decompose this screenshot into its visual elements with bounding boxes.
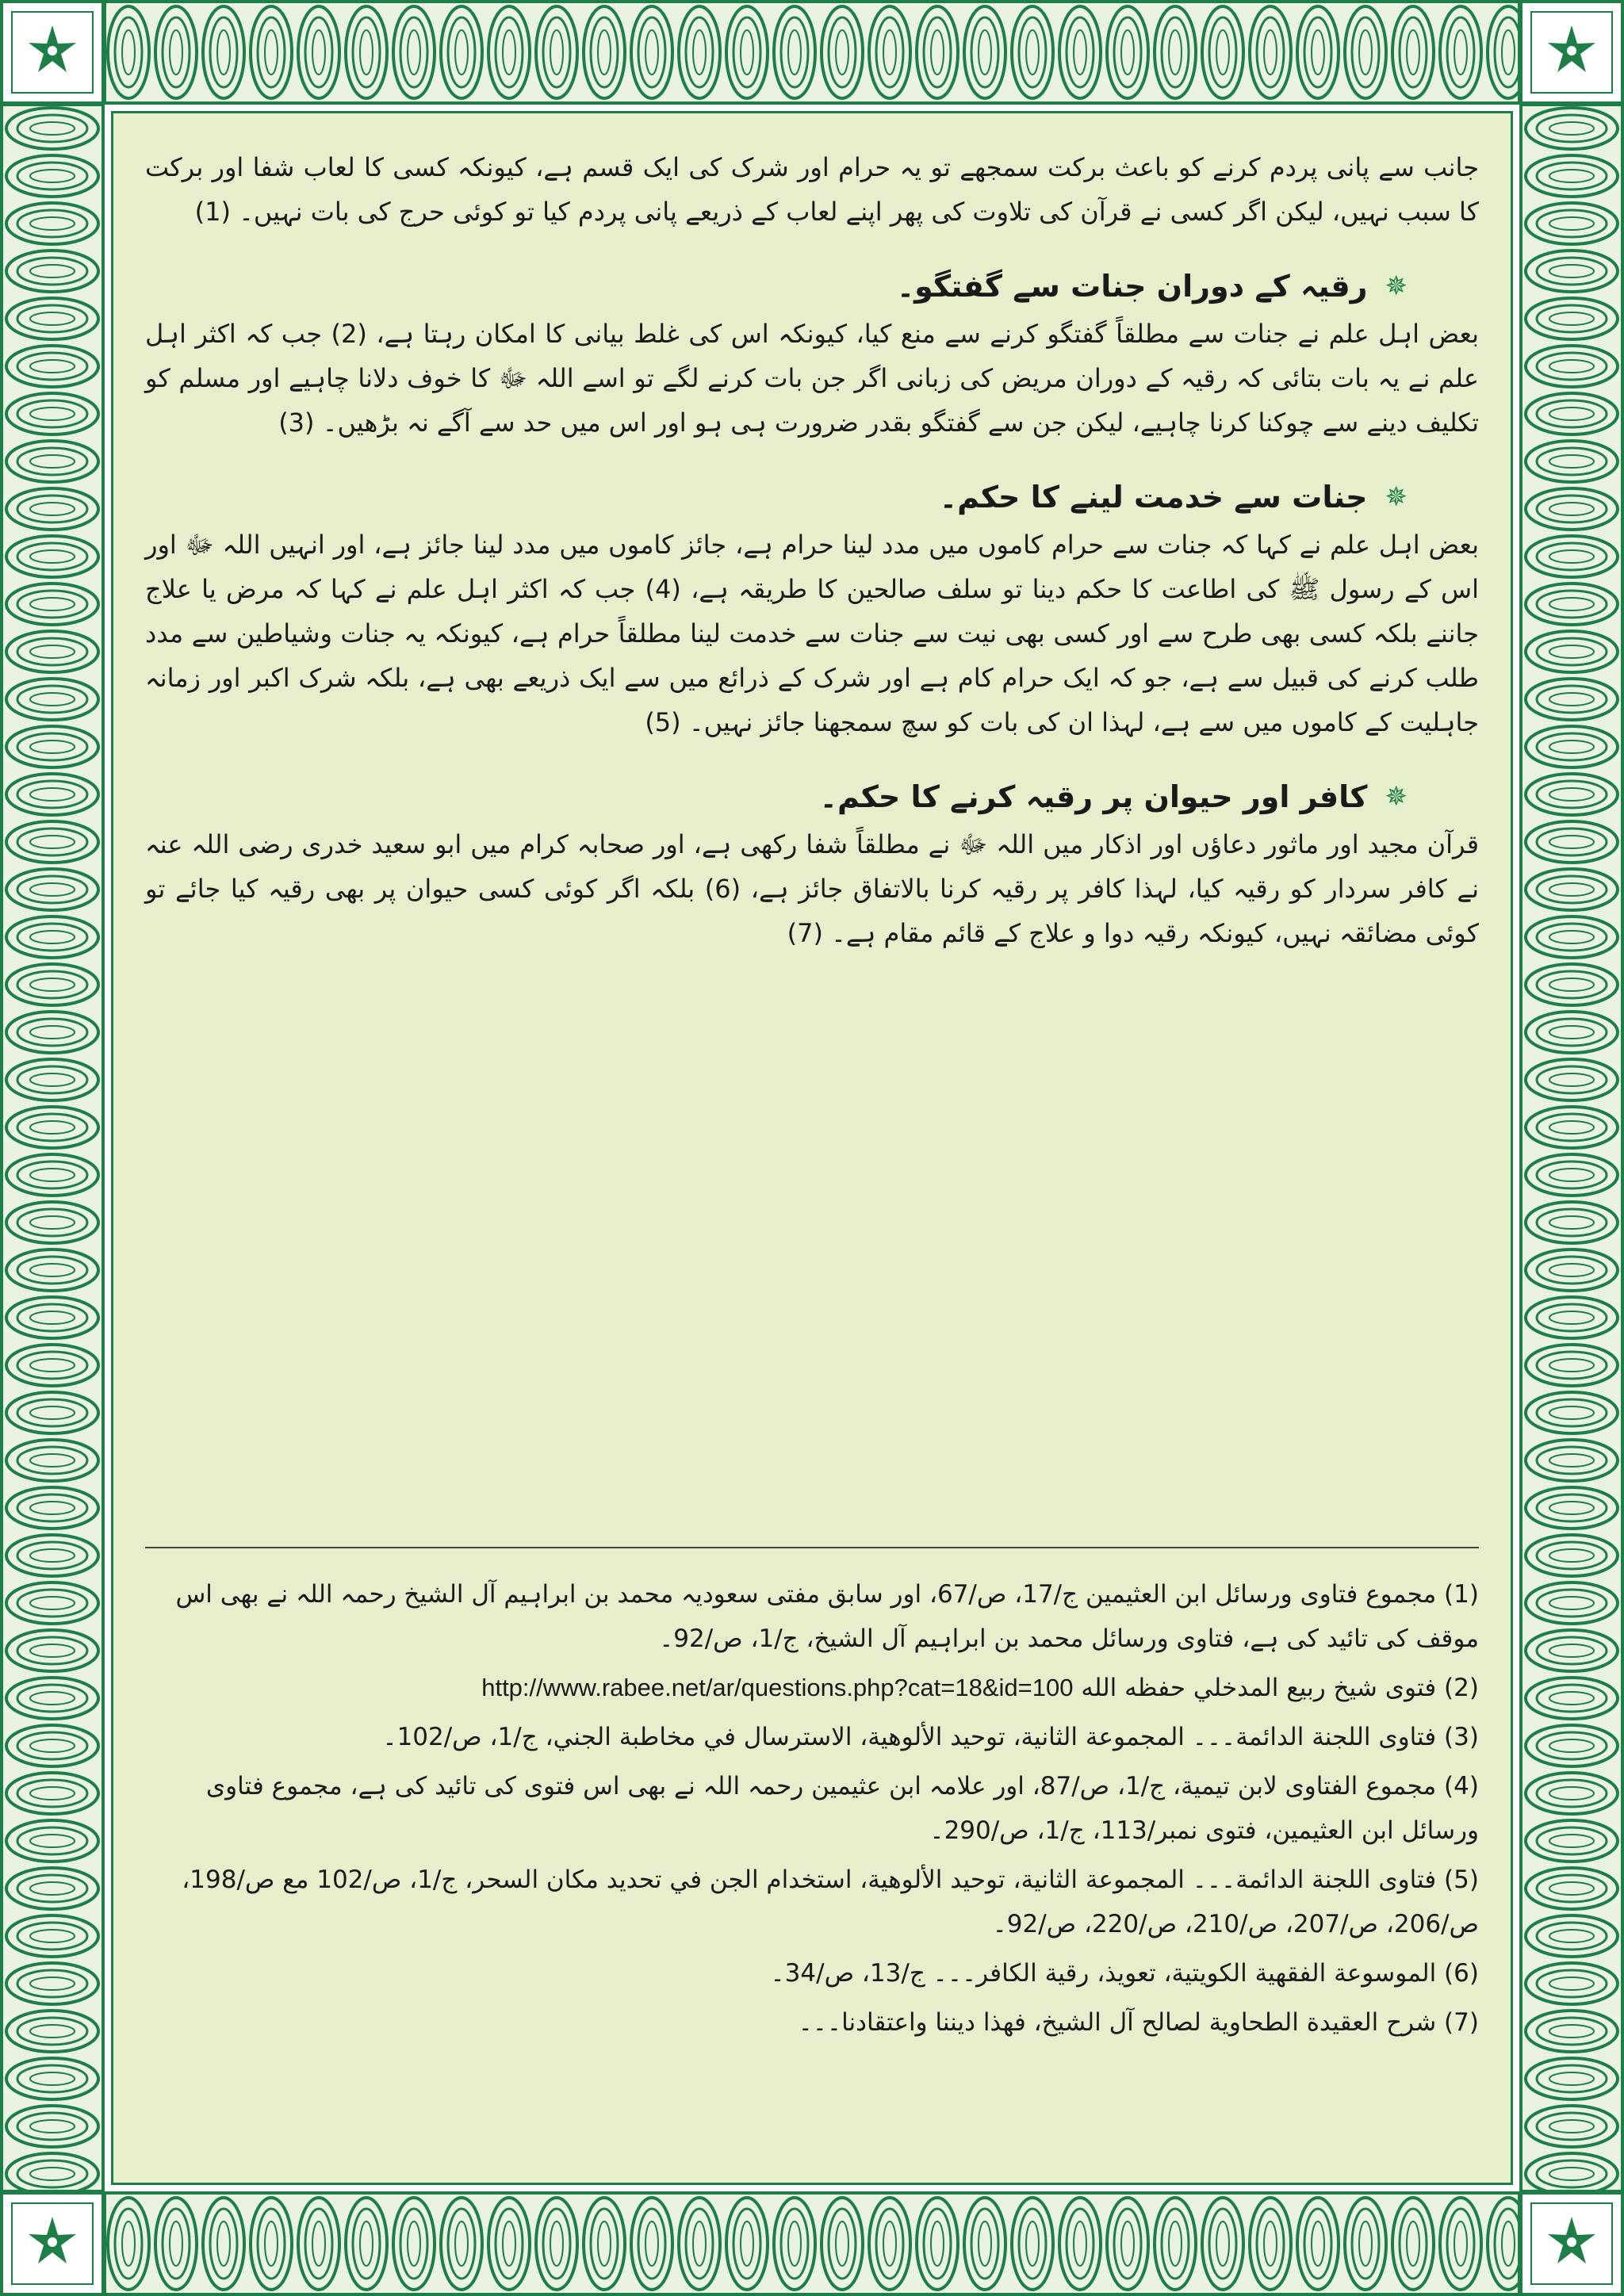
intro-paragraph: جانب سے پانی پردم کرنے کو باعث برکت سمجھے تو یہ حرام اور شرک کی ایک قسم ہے، کیونکہ کسی کا لعاب شفا اور برکت کا سبب نہیں، لیکن اگر کسی نے قرآن کی تلاوت کی پھر اپنے لعاب کے ذریعے پانی پردم کیا تو کوئی حرج کی بات نہیں۔ (1) <box>145 152 1479 227</box>
section-paragraph: قرآن مجید اور ماثور دعاؤں اور اذکار میں اللہ ﷻ نے مطلقاً شفا رکھی ہے، اور صحابہ کرام میں ابو سعید خدری رضی اللہ عنہ نے کافر سردار کو رقیہ کیا، لہذا کافر پر رقیہ کرنا بالاتفاق جائز ہے، (6) بلکہ اگر کوئی کسی حیوان پر بھی رقیہ کیا جائے تو کوئی مضائقہ نہیں، کیونکہ رقیہ دوا و علاج کے قائم مقام ہے۔ (7) <box>145 829 1480 948</box>
content-panel <box>111 111 1513 2185</box>
sparkle-icon: ✵ <box>1385 781 1408 813</box>
footnote-link[interactable]: http://www.rabee.net/ar/questions.php?cat=18&id=100 <box>481 1674 1074 1701</box>
sparkle-icon: ✵ <box>1385 270 1408 302</box>
footnotes <box>145 1572 1479 2049</box>
section-heading-text: کافر اور حیوان پر رقیہ کرنے کا حکم۔ <box>819 779 1368 814</box>
footnote: (7) شرح العقيدة الطحاوية لصالح آل الشيخ، فهذا ديننا واعتقادنا۔۔۔ <box>798 2008 1479 2037</box>
ornament-right <box>1519 105 1624 2191</box>
footnote: (5) فتاوی اللجنة الدائمة۔۔۔ المجموعة الثانية، توحيد الألوهية، استخدام الجن في تحديد مكان السحر، ج/1، ص/102 مع ص/198، ص/206، ص/207، ص/210، ص/220، ص/92۔ <box>182 1866 1479 1938</box>
section-heading-text: جنات سے خدمت لینے کا حکم۔ <box>939 480 1368 515</box>
footnote: (6) الموسوعة الفقهية الكويتية، تعويذ، رقية الكافر۔۔۔ ج/13، ص/34۔ <box>770 1959 1479 1988</box>
corner-bottom-left <box>0 2191 105 2296</box>
star-icon <box>25 2214 80 2273</box>
footnote-text: (2) فتوی شیخ ربیع المدخلي حفظه الله <box>1081 1674 1479 1702</box>
section-heading <box>145 269 1408 304</box>
section-heading <box>145 779 1408 814</box>
star-icon <box>1544 23 1599 82</box>
section-paragraph: بعض اہل علم نے جنات سے مطلقاً گفتگو کرنے سے منع کیا، کیونکہ اس کی غلط بیانی کا امکان رہتا ہے، (2) جب کہ اکثر اہل علم نے یہ بات بتائی کہ رقیہ کے دوران مریض کی زبانی اگر جن بات کرنے لگے تو اسے اللہ ﷻ کا خوف دلانا چاہیے اور مسلم کو تکلیف دینے سے چوکنا کرنا چاہیے، لیکن جن سے گفتگو بقدر ضرورت ہی ہو اور اس میں حد سے آگے نہ بڑھیں۔ (3) <box>145 319 1480 438</box>
star-icon <box>1544 2214 1599 2273</box>
section-heading <box>145 480 1408 515</box>
footnote <box>145 1666 1479 1710</box>
ornament-top <box>105 0 1519 105</box>
section-heading-text: رقیہ کے دوران جنات سے گفتگو۔ <box>896 269 1368 304</box>
sparkle-icon: ✵ <box>1385 481 1408 513</box>
star-icon <box>25 23 80 82</box>
corner-bottom-right <box>1519 2191 1624 2296</box>
ornament-left <box>0 105 105 2191</box>
footnote: (1) مجموع فتاوی ورسائل ابن العثیمین ج/17، ص/67، اور سابق مفتی سعودیہ محمد بن ابراہیم آل الشیخ رحمہ اللہ نے بھی اس موقف کی تائید کی ہے، فتاوی ورسائل محمد بن ابراہیم آل الشیخ، ج/1، ص/92۔ <box>175 1580 1479 1653</box>
footnote: (3) فتاوی اللجنة الدائمة۔۔۔ المجموعة الثانية، توحيد الألوهية، الاسترسال في مخاطبة الجني، ج/1، ص/102۔ <box>382 1723 1479 1751</box>
footnote-divider <box>145 1547 1479 1548</box>
main-text <box>145 145 1479 955</box>
corner-top-right <box>1519 0 1624 105</box>
ornament-bottom <box>105 2191 1519 2296</box>
footnote: (4) مجموع الفتاوی لابن تیمیة، ج/1، ص/87، اور علامہ ابن عثیمین رحمہ اللہ نے بھی اس فتوی کی تائید کی ہے، مجموع فتاوی ورسائل ابن العثیمین، فتوی نمبر/113، ج/1، ص/290۔ <box>205 1772 1479 1845</box>
corner-top-left <box>0 0 105 105</box>
section-paragraph: بعض اہل علم نے کہا کہ جنات سے حرام کاموں میں مدد لینا حرام ہے، جائز کاموں میں مدد لینا جائز ہے، اور انہیں اللہ ﷻ اور اس کے رسول ﷺ کی اطاعت کا حکم دینا تو سلف صالحین کا طریقہ ہے، (4) جب کہ اکثر اہل علم نے کہا کہ مرض یا علاج جاننے بلکہ کسی بھی طرح سے اور کسی بھی نیت سے جنات سے خدمت لینا مطلقاً حرام ہے، کیونکہ یہ جنات وشیاطین سے مدد طلب کرنے کی قبیل سے ہے، جو کہ ایک حرام کام ہے اور شرک کے ذرائع میں سے ایک ذریعے بھی ہے، بلکہ شرک اکبر اور زمانہ جاہلیت کے کاموں میں سے ہے، لہذا ان کی بات کو سچ سمجھنا جائز نہیں۔ (5) <box>145 530 1480 737</box>
